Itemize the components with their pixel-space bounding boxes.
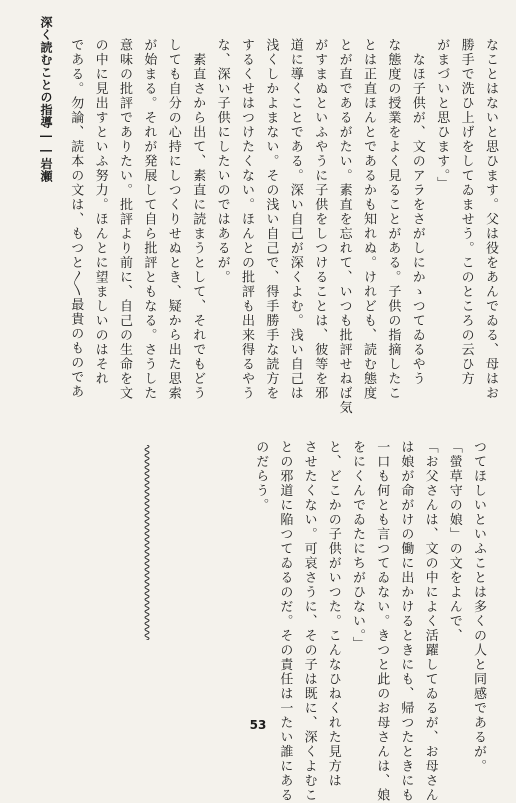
text-column: は娘が命がけの働に出かけるときにも、帰つたときにも	[398, 440, 414, 803]
text-column: 浅くしかよまない。その浅い自己で、得手勝手な読方を	[263, 38, 279, 401]
text-column: とは正直ほんとであるかも知れぬ。けれども、読む態度	[361, 38, 376, 401]
running-header: 深く読むことの指導――岩瀬	[39, 16, 53, 183]
text-column: しても自分の心持にしつくりせぬとき、疑から出た思索	[165, 38, 181, 401]
text-column: つてほしいといふことは多くの人と同感であるが。	[471, 440, 486, 774]
text-column: との邪道に陥つてゐるのだ。その責任は一たい誰にある	[277, 440, 293, 803]
text-column: とが直であるがたい。素直を忘れて、いつも批評せねば気	[336, 38, 352, 415]
text-column: のだらう。	[253, 440, 269, 513]
text-column: である。勿論、読本の文は、もつと〳〵最貴のものであ	[68, 38, 84, 399]
text-column: が始まる。それが発展して自ら批評ともなる。さうした	[141, 38, 157, 401]
text-column: 素直さから出て、素直に読まうとして、それでもどう	[190, 38, 206, 401]
text-column: がすまぬといふやうに子供をしつけることは、彼等を邪	[312, 38, 328, 401]
text-column: 一口も何とも言つてゐない。きつと此のお母さんは、娘	[374, 440, 390, 803]
page-number: 53	[249, 718, 267, 732]
text-column: 勝手で洗ひ上げをしてゐませう。このところの云ひ方	[458, 38, 474, 386]
text-column: させたくない。可哀さうに、その子は既に、深くよむこ	[301, 440, 317, 803]
text-column: な態度の授業をよく見ることがある。子供の指摘したこ	[385, 38, 401, 401]
text-column: と、どこかの子供がいつた。こんなひねくれた見方は	[325, 440, 341, 788]
text-column: 意味の批評でありたい。批評より前に、自己の生命を文	[117, 38, 132, 401]
text-column: なほ子供が、文のアラをさがしにかゝつてゐるやう	[409, 38, 425, 386]
section-divider-wavy-line	[142, 445, 152, 640]
text-column: な、深い子供にしたいのではあるが。	[214, 38, 230, 285]
text-column: するくせはつけたくない。ほんとの批評も出来得るやう	[239, 38, 254, 401]
text-column: 道に導くことである。深い自己が深くよむ。浅い自己は	[287, 38, 303, 401]
text-column: なことはないと思ひます。父は役をあんでゐる、母はお	[483, 38, 498, 401]
text-column: の中に見出すといふ努力。ほんとに望ましいのはそれ	[92, 38, 108, 386]
text-column: がまづいと思ひます。」	[434, 38, 450, 191]
text-column: 「螢草守の娘」の文をよんで、	[446, 440, 462, 643]
text-column: をにくんでゐたにちがひない。」	[350, 440, 365, 651]
text-column: 「お父さんは、文の中によく活躍してゐるが、お母さん	[422, 440, 438, 803]
